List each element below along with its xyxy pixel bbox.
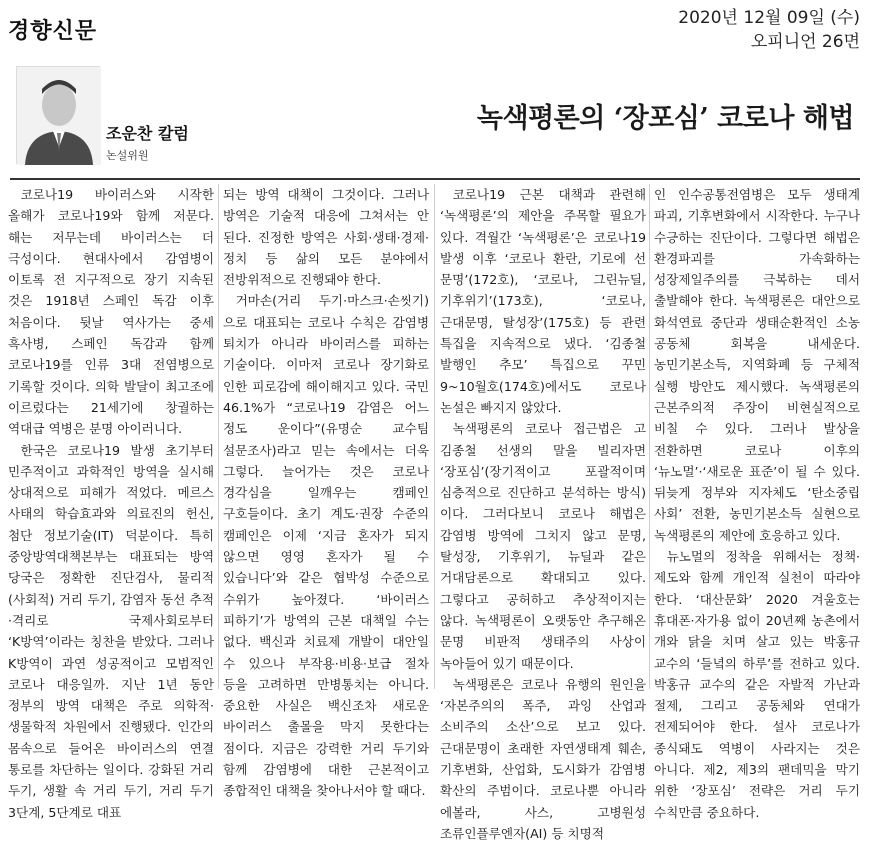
- header-rule: [10, 178, 860, 180]
- column-divider: [218, 184, 219, 689]
- byline: [106, 124, 189, 163]
- text-column-3: [440, 184, 646, 841]
- article-body: [8, 184, 860, 841]
- paragraph: 코로나19 근본 대책과 관련해 ‘녹색평론’의 제안을 주목할 필요가 있다. 격월간 ‘녹색평론’은 코로나19 발생 이후 ‘코로나 환란, 기로에 선 문명’(172호), ‘코로나, 그린뉴딜, 기후위기’(173호), ‘코로나, 근대문명, 탈성장’(175호) 등 관련 특집을 지속적으로 냈다. ‘김종철 발행인 추모’ 특집으로 꾸민 9~10월호(174호)에서도 코로나 논설은 빠지지 않았다.: [440, 187, 646, 415]
- article-headline: 녹색평론의 ‘장포심’ 코로나 해법: [476, 103, 854, 134]
- paragraph: 거마손(거리 두기·마스크·손씻기)으로 대표되는 코로나 수칙은 감염병 퇴치가 아니라 바이러스를 피하는 기술이다. 이마저 코로나 장기화로 인한 피로감에 해이해지고 있다. 국민 46.1%가 “코로나19 감염은 어느 정도 운이다”(유명순 교수팀 설문조사)라고 믿는 속에서는 더욱 그렇다. 늘어가는 것은 코로나 경각심을 일깨우는 캠페인 구호들이다. 초기 계도·권장 수준의 캠페인은 이제 ‘지금 혼자가 되지 않으면 영영 혼자가 될 수 있습니다’와 같은 협박성 수준으로 수위가 높아졌다. ‘바이러스 피하기’가 방역의 근본 대책일 수는 없다. 백신과 치료제 개발이 대안일 수 있으나 부작용·비용·보급 절차 등을 고려하면 만병통치는 아니다. 중요한 사실은 백신조차 새로운 바이러스 출몰을 막지 못한다는 점이다. 지금은 강력한 거리 두기와 함께 감염병에 대한 근본적이고 종합적인 대책을 찾아나서야 할 때다.: [223, 293, 429, 799]
- portrait-icon: [17, 67, 101, 165]
- paragraph: 되는 방역 대책이 그것이다. 그러나 방역은 기술적 대응에 그쳐서는 안 된다. 진정한 방역은 사회·생태·경제·정치 등 삶의 모든 분야에서 전방위적으로 진행돼야 한다.: [223, 187, 429, 288]
- publication-date: 2020년 12월 09일 (수): [678, 8, 860, 28]
- columnist-photo: [16, 66, 100, 164]
- text-column-4: [654, 184, 860, 820]
- author-role: 논설위원: [106, 149, 149, 162]
- newspaper-masthead: 경향신문: [8, 18, 98, 44]
- column-name: 조운찬 칼럼: [106, 124, 189, 143]
- paragraph: 녹색평론의 코로나 접근법은 고 김종철 선생의 말을 빌리자면 ‘장포심’(장기적이고 포괄적이며 심층적으로 진단하고 분석하는 방식)이다. 그러다보니 코로나 해법은 감염병 방역에 그치지 않고 문명, 탈성장, 기후위기, 뉴딜과 같은 거대담론으로 확대되고 있다. 그렇다고 공허하고 추상적이지는 않다. 녹색평론이 오랫동안 추구해온 문명 비판적 생태주의 사상이 녹아들어 있기 때문이다.: [440, 421, 646, 671]
- paragraph: 뉴노멀의 정착을 위해서는 정책·제도와 함께 개인적 실천이 따라야 한다. ‘대산문화’ 2020 겨울호는 휴대폰·자가용 없이 20년째 농촌에서 개와 닭을 치며 살고 있는 박홍규 교수의 ‘들녘의 하루’를 전하고 있다. 박홍규 교수의 같은 자발적 가난과 절제, 그리고 공동체와 연대가 전제되어야 한다. 설사 코로나가 종식돼도 역병이 사라지는 것은 아니다. 제2, 제3의 팬데믹을 막기 위한 ‘장포심’ 전략은 거리 두기 수칙만큼 중요하다.: [654, 549, 860, 820]
- paragraph: 인 인수공통전염병은 모두 생태계 파괴, 기후변화에서 시작한다. 누구나 수긍하는 진단이다. 그렇다면 해법은 환경파괴를 가속화하는 성장제일주의를 극복하는 데서 출발해야 한다. 녹색평론은 대안으로 화석연료 중단과 생태순환적인 소농 공동체 회복을 내세운다. 농민기본소득, 지역화폐 등 구체적 실행 방안도 제시했다. 녹색평론의 근본주의적 주장이 비현실적으로 비칠 수 있다. 그러나 발상을 전환하면 코로나 이후의 ‘뉴노멀’·‘새로운 표준’이 될 수 있다. 뒤늦게 정부와 지자체도 ‘탄소중립 사회’ 전환, 농민기본소득 실현으로 녹색평론의 제안에 호응하고 있다.: [654, 187, 860, 543]
- paragraph: 녹색평론은 코로나 유행의 원인을 ‘자본주의의 폭주, 과잉 산업과 소비주의 소산’으로 보고 있다. 근대문명이 초래한 자연생태계 훼손, 기후변화, 산업화, 도시화가 감염병 확산의 주범이다. 코로나뿐 아니라 에볼라, 사스, 고병원성 조류인플루엔자(AI) 등 치명적: [440, 676, 646, 841]
- column-divider: [434, 184, 435, 689]
- section-page: 오피니언 26면: [750, 32, 860, 52]
- paragraph: 한국은 코로나19 발생 초기부터 민주적이고 과학적인 방역을 실시해 상대적으로 피해가 적었다. 메르스 사태의 학습효과와 의료진의 헌신, 첨단 정보기술(IT) 덕분이다. 특히 중앙방역대책본부는 대표되는 방역 당국은 정확한 진단검사, 물리적(사회적) 거리 두기, 감염자 동선 추적·격리로 국제사회로부터 ‘K방역’이라는 칭찬을 받았다. 그러나 K방역이 과연 성공적이고 모범적인 코로나 대응일까. 지난 1년 동안 정부의 방역 대책은 주로 의학적·생물학적 차원에서 진행됐다. 인간의 몸속으로 들어온 바이러스의 연결 통로를 차단하는 일이다. 강화된 거리 두기, 생활 속 거리 두기, 거리 두기 3단계, 5단계로 대표: [8, 442, 214, 820]
- text-column-2: [223, 184, 429, 799]
- dateline: [678, 6, 860, 54]
- paragraph: 코로나19 바이러스와 시작한 올해가 코로나19와 함께 저문다. 해는 저무는데 바이러스는 더 극성이다. 현대사에서 감염병이 이토록 전 지구적으로 장기 지속된 것은 1918년 스페인 독감 이후 처음이다. 뒷날 역사가는 중세 흑사병, 스페인 독감과 함께 코로나19를 인류 3대 전염병으로 기록할 것이다. 의학 발달이 최고조에 이르렀다는 21세기에 창궐하는 역대급 역병은 분명 아이러니다.: [8, 187, 214, 437]
- column-divider: [649, 184, 650, 689]
- text-column-1: [8, 184, 214, 820]
